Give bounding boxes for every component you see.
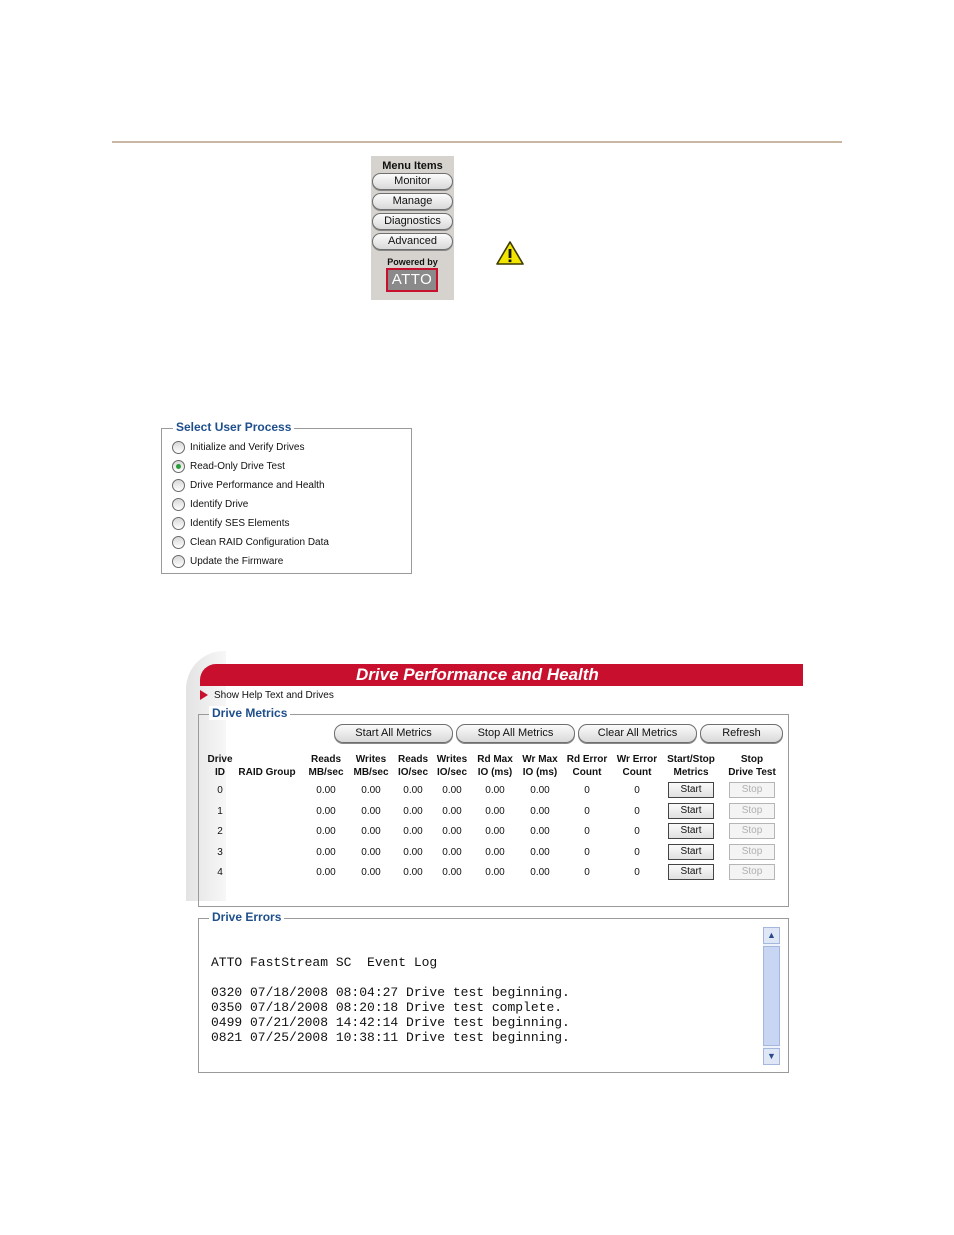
select-user-process-group xyxy=(161,420,412,574)
column-header xyxy=(349,753,393,779)
start-metrics-button[interactable]: Start xyxy=(668,803,714,819)
table-cell-rdmax: 0.00 xyxy=(485,846,505,858)
column-header-line: Reads xyxy=(397,754,428,765)
scroll-down-icon[interactable]: ▼ xyxy=(763,1048,780,1065)
column-header-line: MB/sec xyxy=(353,767,389,778)
clear-all-metrics-button[interactable]: Clear All Metrics xyxy=(578,724,697,743)
table-cell-rmb: 0.00 xyxy=(316,867,336,879)
drive-metrics-group xyxy=(198,706,789,907)
table-cell-rdmax: 0.00 xyxy=(485,867,505,879)
drive-metrics-title: Drive Metrics xyxy=(209,706,290,720)
table-cell-id: 1 xyxy=(217,805,223,817)
expand-arrow-icon xyxy=(200,690,208,700)
column-header-line: Writes xyxy=(355,754,387,765)
stop-drive-test-button: Stop xyxy=(729,823,775,839)
column-header-line: RAID Group xyxy=(238,767,296,778)
table-cell-rio: 0.00 xyxy=(403,826,423,838)
table-cell-wio: 0.00 xyxy=(442,805,462,817)
table-cell-wrerr: 0 xyxy=(634,785,640,796)
table-cell-wmb: 0.00 xyxy=(361,805,381,817)
table-cell-id: 0 xyxy=(217,785,223,796)
table-cell-rmb: 0.00 xyxy=(316,805,336,817)
atto-logo: ATTO xyxy=(386,268,438,292)
stop-drive-test-button: Stop xyxy=(729,844,775,860)
table-cell-wio: 0.00 xyxy=(442,826,462,838)
column-header-line: Stop xyxy=(740,754,764,765)
stop-drive-test-button: Stop xyxy=(729,803,775,819)
stop-drive-test-button: Stop xyxy=(729,782,775,798)
menu-monitor-button[interactable]: Monitor xyxy=(372,173,453,190)
column-header-line: IO/sec xyxy=(436,767,468,778)
show-help-link[interactable] xyxy=(200,690,334,701)
column-header-line: Count xyxy=(622,767,652,778)
column-header-line: ID xyxy=(215,767,225,778)
menu-manage-button[interactable]: Manage xyxy=(372,193,453,210)
start-metrics-button[interactable]: Start xyxy=(668,782,714,798)
process-option-label: Identify Drive xyxy=(190,499,249,510)
table-cell-rderr: 0 xyxy=(584,785,590,796)
log-line: 0350 07/18/2008 08:20:18 Drive test complete. xyxy=(211,1000,563,1015)
table-cell-wrmax: 0.00 xyxy=(530,846,550,858)
column-header xyxy=(304,753,348,779)
log-line xyxy=(211,970,570,985)
radio-button[interactable] xyxy=(172,441,185,454)
process-option-label: Clean RAID Configuration Data xyxy=(190,537,329,548)
column-header xyxy=(614,753,660,779)
drive-errors-title: Drive Errors xyxy=(209,910,284,924)
column-header-line: IO (ms) xyxy=(522,767,558,778)
table-cell-wrerr: 0 xyxy=(634,805,640,817)
table-cell-rderr: 0 xyxy=(584,805,590,817)
log-line: 0499 07/21/2008 14:42:14 Drive test beginning. xyxy=(211,1015,570,1030)
warning-icon xyxy=(496,240,524,266)
table-cell-rio: 0.00 xyxy=(403,785,423,796)
stop-all-metrics-button[interactable]: Stop All Metrics xyxy=(456,724,575,743)
table-cell-rderr: 0 xyxy=(584,826,590,838)
powered-by-label: Powered by xyxy=(387,257,438,267)
table-cell-wmb: 0.00 xyxy=(361,826,381,838)
log-line: 0821 07/25/2008 10:38:11 Drive test beginning. xyxy=(211,1030,570,1045)
table-cell-wmb: 0.00 xyxy=(361,785,381,796)
column-header xyxy=(203,753,237,779)
refresh-button[interactable]: Refresh xyxy=(700,724,783,743)
table-cell-wrmax: 0.00 xyxy=(530,826,550,838)
table-cell-wio: 0.00 xyxy=(442,867,462,879)
start-metrics-button[interactable]: Start xyxy=(668,823,714,839)
menu-advanced-button[interactable]: Advanced xyxy=(372,233,453,250)
process-option-label: Drive Performance and Health xyxy=(190,480,325,491)
column-header xyxy=(235,753,299,779)
panel-header xyxy=(200,664,803,686)
column-header-line: Count xyxy=(572,767,602,778)
drive-errors-group xyxy=(198,910,789,1073)
column-header xyxy=(722,753,782,779)
start-all-metrics-button[interactable]: Start All Metrics xyxy=(334,724,453,743)
column-header xyxy=(564,753,610,779)
column-header-line: Metrics xyxy=(673,767,709,778)
stop-drive-test-button: Stop xyxy=(729,864,775,880)
column-header xyxy=(393,753,433,779)
column-header xyxy=(663,753,719,779)
column-header-line: IO/sec xyxy=(397,767,429,778)
process-option-label: Read-Only Drive Test xyxy=(190,461,285,472)
column-header-line xyxy=(235,753,299,766)
column-header-line: Wr Max xyxy=(522,754,558,765)
table-cell-wmb: 0.00 xyxy=(361,846,381,858)
start-metrics-button[interactable]: Start xyxy=(668,864,714,880)
column-header-line: Rd Max xyxy=(477,754,513,765)
table-cell-id: 4 xyxy=(217,867,223,879)
table-cell-wrerr: 0 xyxy=(634,846,640,858)
column-header-line: Wr Error xyxy=(616,754,658,765)
table-cell-rmb: 0.00 xyxy=(316,826,336,838)
table-cell-rio: 0.00 xyxy=(403,805,423,817)
table-cell-rderr: 0 xyxy=(584,867,590,879)
table-cell-rderr: 0 xyxy=(584,846,590,858)
column-header-line: Drive xyxy=(207,754,233,765)
table-cell-wio: 0.00 xyxy=(442,785,462,796)
event-log-text xyxy=(211,955,570,1045)
panel-title: Drive Performance and Health xyxy=(356,665,599,684)
radio-button[interactable] xyxy=(172,555,185,568)
table-cell-wrmax: 0.00 xyxy=(530,867,550,879)
radio-button[interactable] xyxy=(172,460,185,473)
table-cell-wrerr: 0 xyxy=(634,826,640,838)
column-header-line: MB/sec xyxy=(308,767,344,778)
scroll-up-icon[interactable]: ▲ xyxy=(763,927,780,944)
table-cell-rdmax: 0.00 xyxy=(485,826,505,838)
table-cell-rdmax: 0.00 xyxy=(485,785,505,796)
column-header-line: Drive Test xyxy=(728,767,776,778)
process-option-label: Initialize and Verify Drives xyxy=(190,442,305,453)
column-header-line: Rd Error xyxy=(566,754,608,765)
table-cell-id: 3 xyxy=(217,846,223,858)
table-cell-wio: 0.00 xyxy=(442,846,462,858)
table-cell-rdmax: 0.00 xyxy=(485,805,505,817)
table-cell-rio: 0.00 xyxy=(403,846,423,858)
table-cell-wmb: 0.00 xyxy=(361,867,381,879)
radio-button[interactable] xyxy=(172,498,185,511)
column-header-line: Reads xyxy=(310,754,341,765)
radio-button[interactable] xyxy=(172,536,185,549)
start-metrics-button[interactable]: Start xyxy=(668,844,714,860)
column-header-line: Start/Stop xyxy=(667,754,715,765)
column-header-line: Writes xyxy=(436,754,468,765)
log-scrollbar[interactable] xyxy=(763,927,780,1065)
scroll-thumb[interactable] xyxy=(763,946,780,1046)
radio-button[interactable] xyxy=(172,517,185,530)
menu-panel xyxy=(371,156,454,300)
menu-title: Menu Items xyxy=(382,160,443,172)
column-header xyxy=(473,753,517,779)
column-header-line: IO (ms) xyxy=(477,767,513,778)
process-option-label: Update the Firmware xyxy=(190,556,284,567)
process-option-label: Identify SES Elements xyxy=(190,518,290,529)
table-cell-rio: 0.00 xyxy=(403,867,423,879)
table-cell-wrmax: 0.00 xyxy=(530,805,550,817)
log-line: ATTO FastStream SC Event Log xyxy=(211,955,438,970)
table-cell-wrerr: 0 xyxy=(634,867,640,879)
table-cell-id: 2 xyxy=(217,826,223,838)
table-cell-rmb: 0.00 xyxy=(316,846,336,858)
show-help-label: Show Help Text and Drives xyxy=(214,690,334,701)
menu-diagnostics-button[interactable]: Diagnostics xyxy=(372,213,453,230)
column-header xyxy=(432,753,472,779)
page-divider xyxy=(112,141,842,143)
table-cell-wrmax: 0.00 xyxy=(530,785,550,796)
radio-button[interactable] xyxy=(172,479,185,492)
log-line: 0320 07/18/2008 08:04:27 Drive test beginning. xyxy=(211,985,570,1000)
column-header xyxy=(518,753,562,779)
table-cell-rmb: 0.00 xyxy=(316,785,336,796)
select-user-process-title: Select User Process xyxy=(173,420,294,434)
